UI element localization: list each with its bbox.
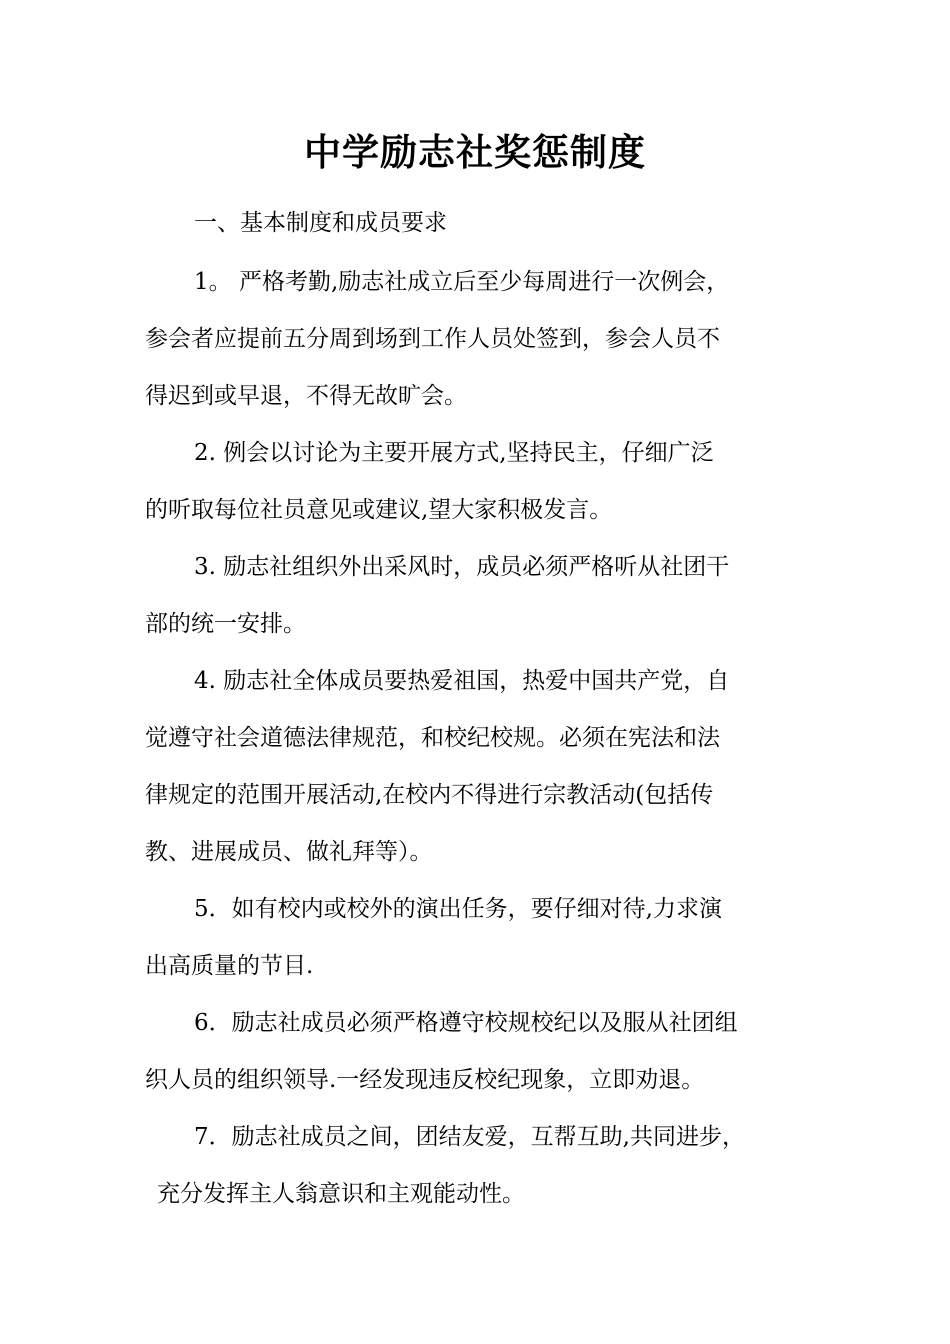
rule-5-line-2: 出高质量的节目. bbox=[145, 953, 314, 979]
rule-2-line-1: 2. 例会以讨论为主要开展方式,坚持民主，仔细广泛 bbox=[194, 440, 714, 466]
section-heading: 一、基本制度和成员要求 bbox=[194, 210, 447, 236]
rule-1-line-2: 参会者应提前五分周到场到工作人员处签到，参会人员不 bbox=[145, 326, 720, 352]
rule-7-line-1: 7．励志社成员之间，团结友爱，互帮互助,共同进步， bbox=[194, 1124, 745, 1150]
rule-3-line-2: 部的统一安排。 bbox=[145, 611, 306, 637]
rule-6-line-1: 6．励志社成员必须严格遵守校规校纪以及服从社团组 bbox=[194, 1010, 738, 1036]
rule-7-line-2: 充分发挥主人翁意识和主观能动性。 bbox=[157, 1181, 525, 1207]
rule-4-line-2: 觉遵守社会道德法律规范，和校纪校规。必须在宪法和法 bbox=[145, 725, 720, 751]
rule-4-line-4: 教、进展成员、做礼拜等）。 bbox=[145, 839, 433, 865]
rule-5-line-1: 5．如有校内或校外的演出任务，要仔细对待,力求演 bbox=[194, 896, 722, 922]
rule-3-line-1: 3. 励志社组织外出采风时，成员必须严格听从社团干 bbox=[194, 554, 730, 580]
rule-2-line-2: 的听取每位社员意见或建议,望大家积极发言。 bbox=[145, 497, 613, 523]
document-title: 中学励志社奖惩制度 bbox=[304, 131, 646, 174]
rule-4-line-3: 律规定的范围开展活动,在校内不得进行宗教活动(包括传 bbox=[145, 782, 714, 808]
rule-1-line-1: 1。 严格考勤,励志社成立后至少每周进行一次例会， bbox=[194, 269, 730, 295]
rule-4-line-1: 4. 励志社全体成员要热爱祖国，热爱中国共产党，自 bbox=[194, 668, 730, 694]
rule-1-line-3: 得迟到或早退，不得无故旷会。 bbox=[145, 383, 467, 409]
rule-6-line-2: 织人员的组织领导.一经发现违反校纪现象，立即劝退。 bbox=[145, 1067, 705, 1093]
